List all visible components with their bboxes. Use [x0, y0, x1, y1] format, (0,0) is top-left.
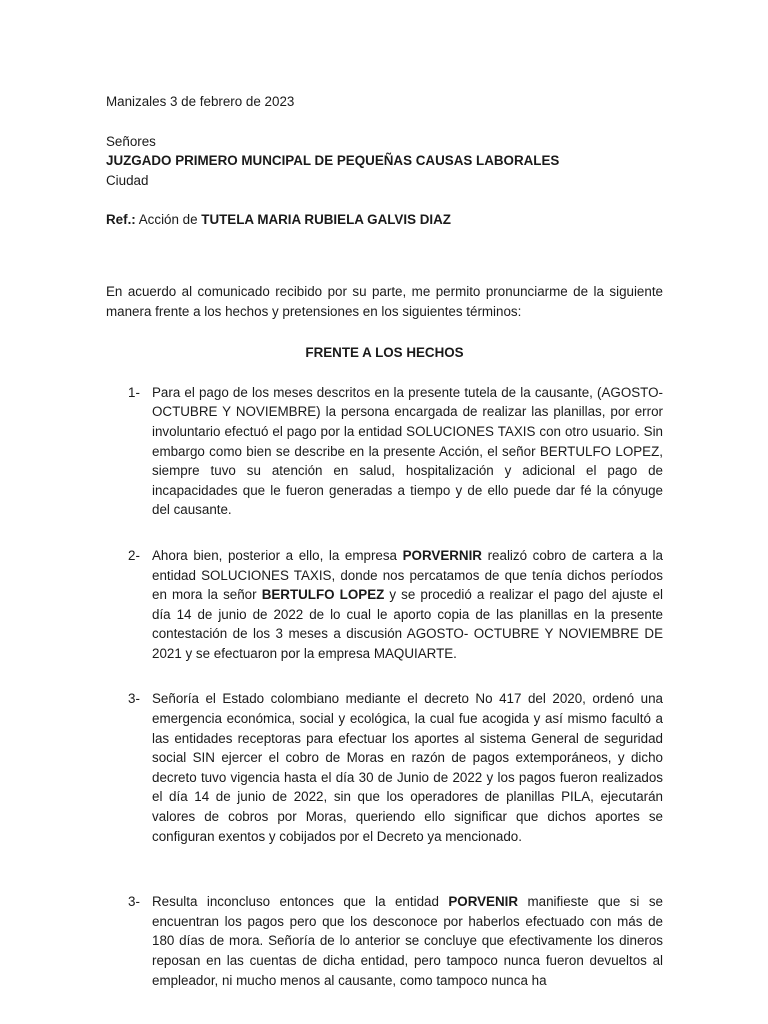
item-text-part: realizó cobro de cartera a la entidad SOLUCIONES TAXIS, donde nos percatamos de que tenía dichos períodos en mora la señor [152, 547, 663, 603]
city: Ciudad [106, 172, 149, 188]
item-text [152, 546, 663, 664]
item-text-part: Resulta inconcluso entonces que la entidad [152, 894, 449, 910]
company-name: PORVERNIR [402, 547, 482, 563]
item-text [152, 892, 663, 990]
item-text: Señoría el Estado colombiano mediante el decreto No 417 del 2020, ordenó una emergencia económica, social y ecológica, la cual fue acogida y así mismo facultó a las entidades receptoras para efectuar los aportes al sistema General de seguridad social SIN ejercer el cobro de Moras en razón de pagos extemporáneos, y dicho decreto tuvo vigencia hasta el día 30 de Junio de 2022 y los pagos fueron realizados el día 14 de junio de 2022, sin que los operadores de planillas PILA, ejecutarán valores de cobros por Moras, queriendo ello significar que dichos aportes se configuran exentos y cobijados por el Decreto ya mencionado. [152, 691, 663, 844]
company-name: PORVENIR [448, 894, 519, 910]
item-text-part: y se procedió a realizar el pago del ajuste el día 14 de junio de 2022 de lo cual le aporto copia de las planillas en la presente contestación de los 3 meses a discusión AGOSTO- OCTUBRE Y NOVIEMBRE DE 2021 y se efectuaron por la empresa MAQUIARTE. [152, 587, 663, 661]
facts-list [106, 383, 663, 990]
salutation: Señores [106, 133, 156, 149]
section-title [106, 343, 663, 363]
court-name [106, 151, 663, 171]
item-text: Para el pago de los meses descritos en la presente tutela de la causante, (AGOSTO-OCTUBRE Y NOVIEMBRE) la persona encargada de realizar las planillas, por error involuntario efectuó el pago por la entidad SOLUCIONES TAXIS con otro usuario. Sin embargo como bien se describe en la presente Acción, el señor BERTULFO LOPEZ, siempre tuvo su atención en salud, hospitalización y adicional el pago de incapacidades que le fueron generadas a tiempo y de ello puede dar fé la cónyuge del causante. [152, 384, 663, 518]
item-text-part: manifieste que si se encuentran los pagos pero que los desconoce por haberlos efectuado con más de 180 días de mora. Señoría de lo anterior se concluye que efectivamente los dineros reposan en las cuentas de dicha entidad, pero tampoco nunca fueron devueltos al empleador, ni mucho menos al causante, como tampoco nunca ha [152, 894, 663, 988]
item-text-part: Ahora bien, posterior a ello, la empresa [152, 547, 403, 563]
person-name: BERTULFO LOPEZ [261, 587, 385, 603]
item-number: 2- [128, 547, 140, 563]
item-number: 3- [128, 691, 140, 707]
list-item [106, 546, 663, 664]
list-item [106, 689, 663, 846]
ref-text: Acción de [135, 212, 202, 228]
ref-label: Ref.: [106, 212, 136, 228]
reference-line [106, 210, 663, 230]
list-item [106, 892, 663, 990]
intro-paragraph: En acuerdo al comunicado recibido por su parte, me permito pronunciarme de la siguiente manera frente a los hechos y pretensiones en los siguientes términos: [106, 283, 663, 319]
item-number: 1- [128, 384, 140, 400]
court-name-text: JUZGADO PRIMERO MUNCIPAL DE PEQUEÑAS CAUSAS LABORALES [106, 153, 560, 169]
section-title-text: FRENTE A LOS HECHOS [305, 345, 464, 361]
ref-subject: TUTELA MARIA RUBIELA GALVIS DIAZ [201, 212, 451, 228]
date-line: Manizales 3 de febrero de 2023 [106, 94, 295, 109]
item-number: 3- [128, 894, 140, 910]
list-item [106, 383, 663, 520]
